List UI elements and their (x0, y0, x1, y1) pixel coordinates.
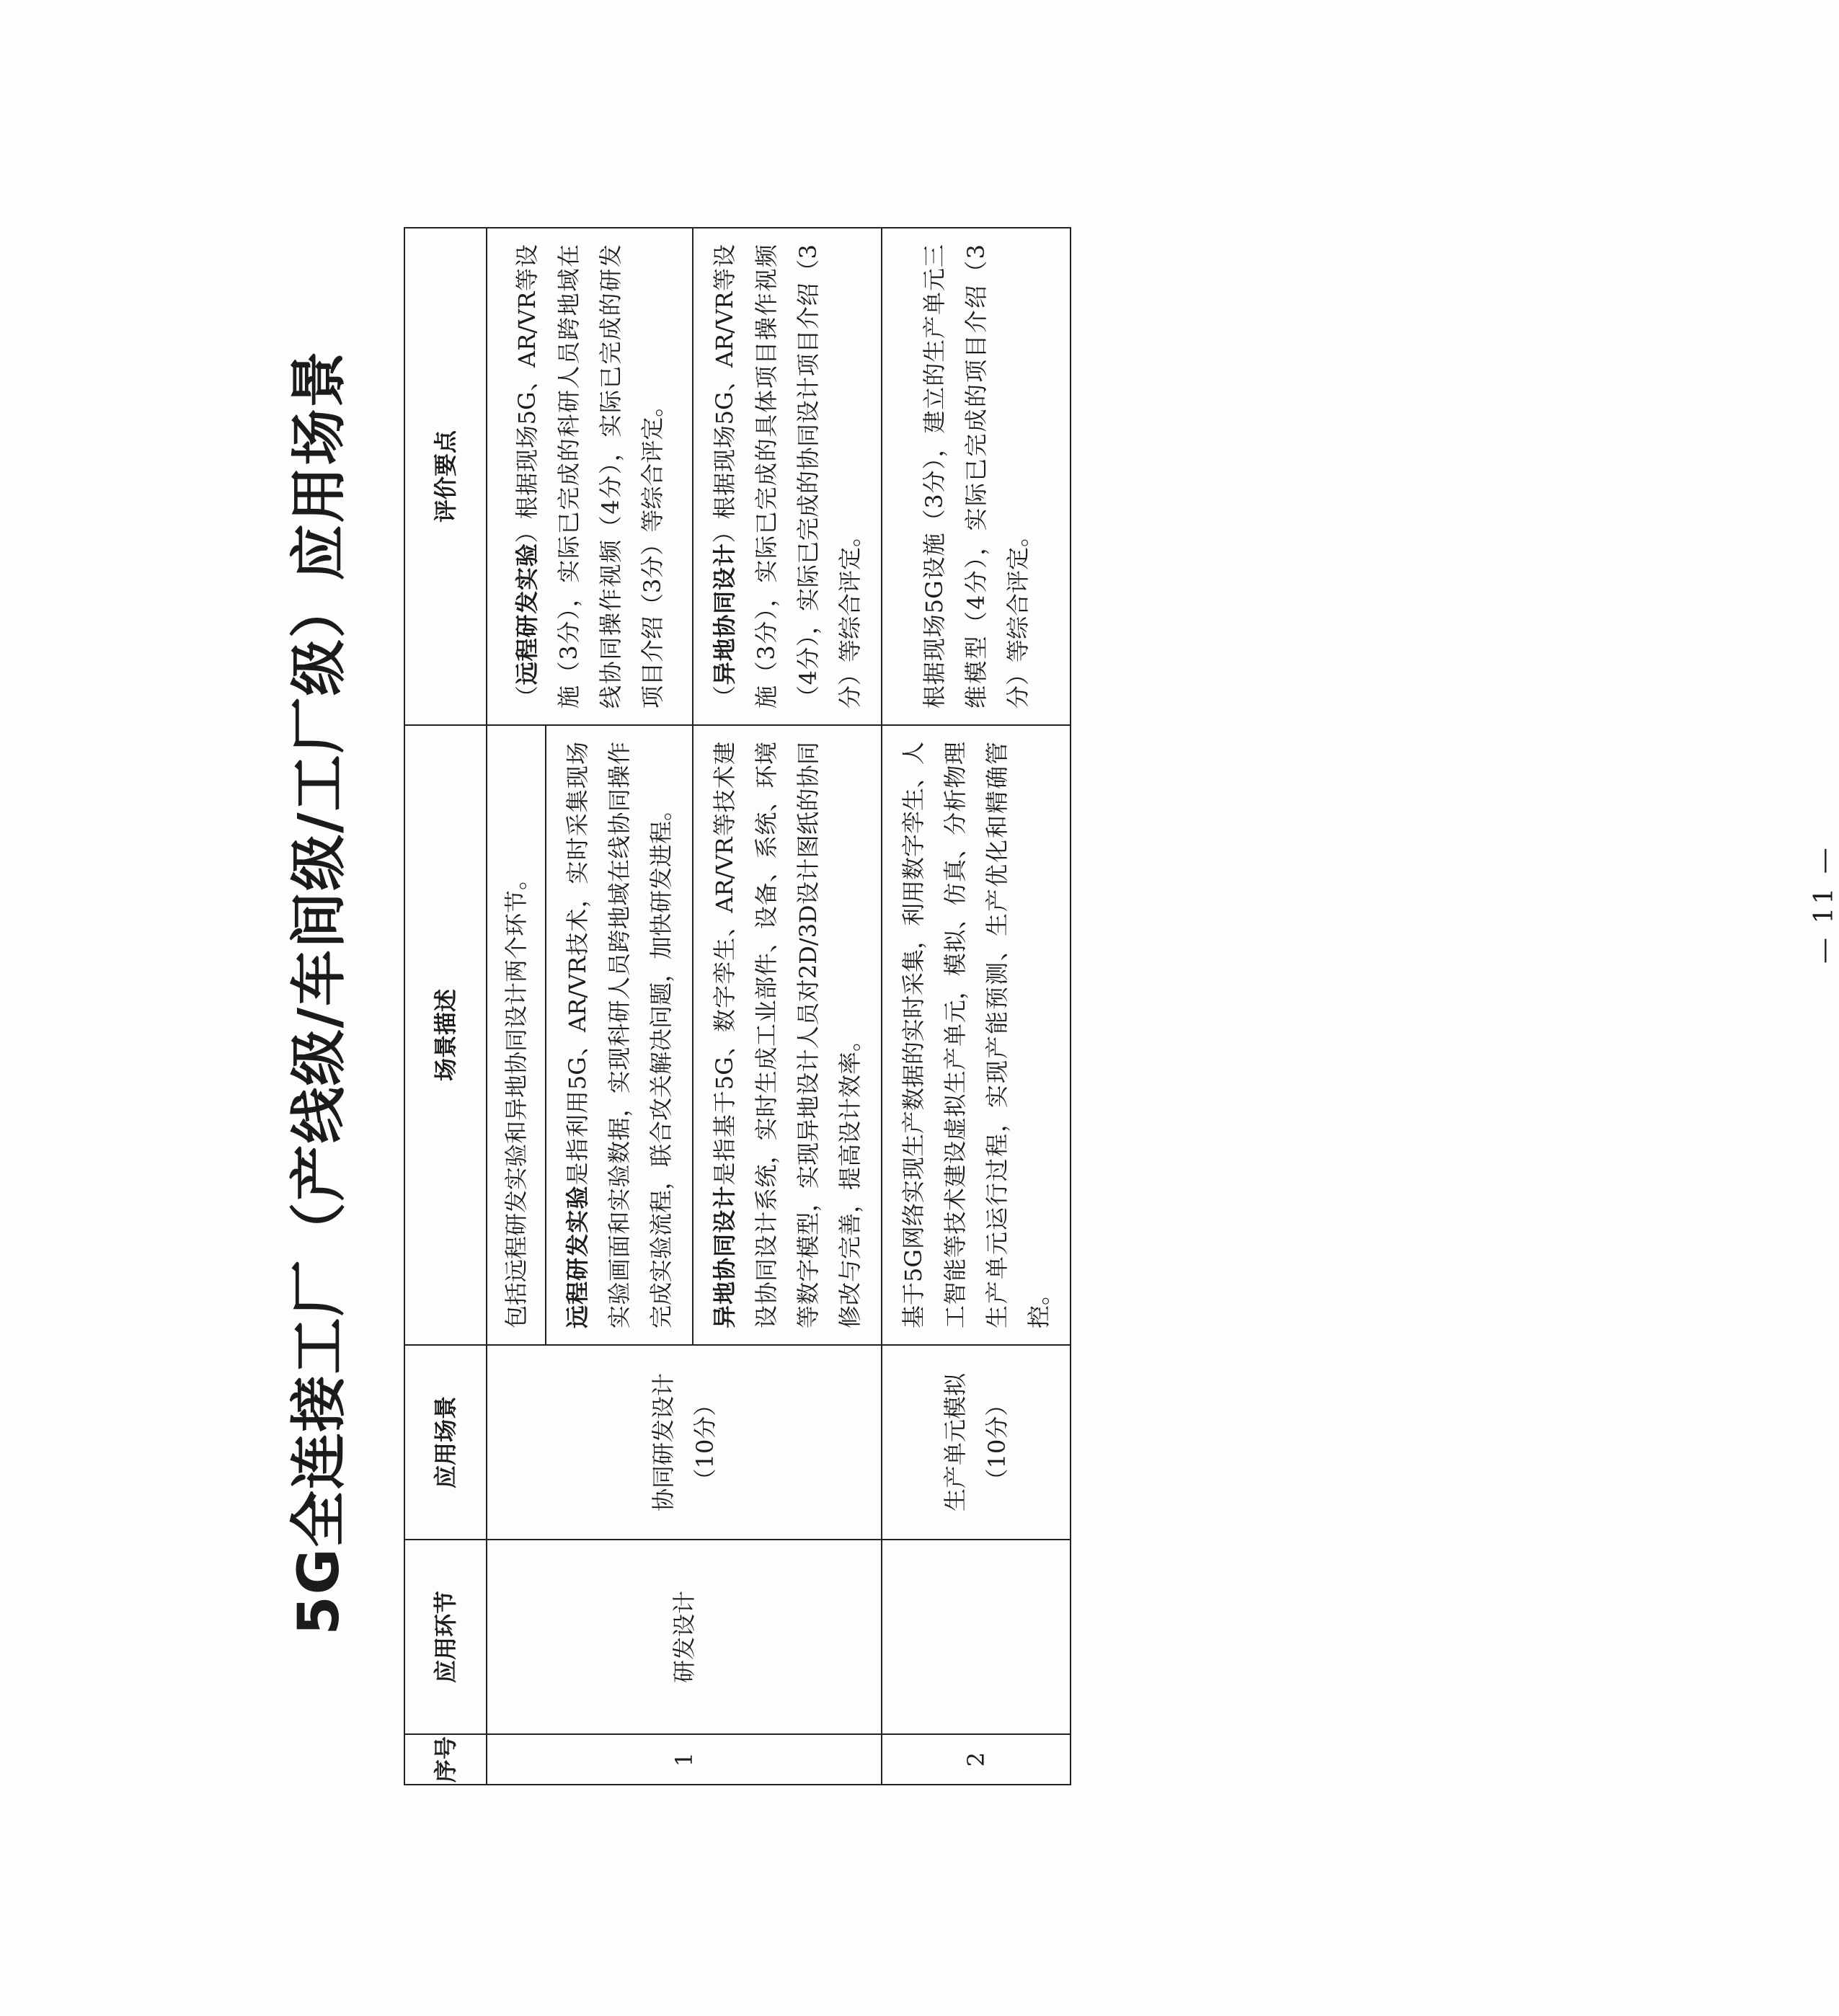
row1-intro: 包括远程研发实验和异地协同设计两个环节。 (487, 725, 546, 1345)
page-number: — 11 — (1809, 845, 1839, 964)
header-seq: 序号 (404, 1734, 487, 1785)
table-header-row (404, 228, 487, 1785)
row1-desc1-rest: 是指利用5G、AR/VR技术，实时采集现场实验画面和实验数据，实现科研人员跨地域在线协同操作完成实验流程，联合攻关解决问题，加快研发进程。 (564, 742, 675, 1328)
row2-scene-name: 生产单元模拟 (941, 1373, 969, 1512)
table-row (882, 228, 1071, 1785)
row1-desc2-rest: 是指基于5G、数字孪生、AR/VR等技术建设协同设计系统，实时生成工业部件、设备、系统、环境等数字模型，实现异地设计人员对2D/3D设计图纸的协同修改与完善，提高设计效率。 (711, 742, 864, 1328)
row2-scene-score: （10分） (983, 1393, 1011, 1492)
row1-eval1-rest: ）根据现场5G、AR/VR等设施（3分），实际已完成的科研人员跨地域在线协同操作视频（4分），实际已完成的研发项目介绍（3分）等综合评定。 (513, 244, 666, 709)
page-title: 5G全连接工厂（产线级/车间级/工厂级）应用场景 (287, 350, 352, 1635)
row1-eval2-bold: 异地协同设计 (711, 543, 738, 685)
row1-eval1-prefix: （ (513, 685, 541, 709)
row1-desc1 (546, 725, 693, 1345)
row1-desc2-bold: 异地协同设计 (711, 1185, 738, 1328)
scenario-table (404, 227, 1071, 1785)
row1-eval2 (693, 228, 882, 725)
row2-scene (882, 1345, 1071, 1540)
row2-seq: 2 (882, 1734, 1071, 1785)
table-row (487, 228, 546, 1785)
row2-stage (882, 1540, 1071, 1734)
header-stage: 应用环节 (404, 1540, 487, 1734)
row2-eval: 根据现场5G设施（3分），建立的生产单元三维模型（4分），实际已完成的项目介绍（3分）等综合评定。 (882, 228, 1071, 725)
row1-desc2 (693, 725, 882, 1345)
row1-eval1-bold: 远程研发实验 (513, 543, 541, 685)
row1-scene (487, 1345, 882, 1540)
row1-eval1 (487, 228, 693, 725)
row1-seq: 1 (487, 1734, 882, 1785)
row1-scene-score: （10分） (691, 1393, 719, 1492)
row1-scene-name: 协同研发设计 (650, 1373, 677, 1512)
row2-desc: 基于5G网络实现生产数据的实时采集，利用数字孪生、人工智能等技术建设虚拟生产单元，模拟、仿真、分析物理生产单元运行过程，实现产能预测、生产优化和精确管控。 (882, 725, 1071, 1345)
row1-eval2-prefix: （ (711, 685, 738, 709)
row1-desc1-bold: 远程研发实验 (564, 1185, 591, 1328)
row1-eval2-rest: ）根据现场5G、AR/VR等设施（3分），实际已完成的具体项目操作视频（4分），实际已完成的协同设计项目介绍（3分）等综合评定。 (711, 244, 864, 709)
row1-stage: 研发设计 (487, 1540, 882, 1734)
header-scene: 应用场景 (404, 1345, 487, 1540)
header-eval: 评价要点 (404, 228, 487, 725)
header-desc: 场景描述 (404, 725, 487, 1345)
